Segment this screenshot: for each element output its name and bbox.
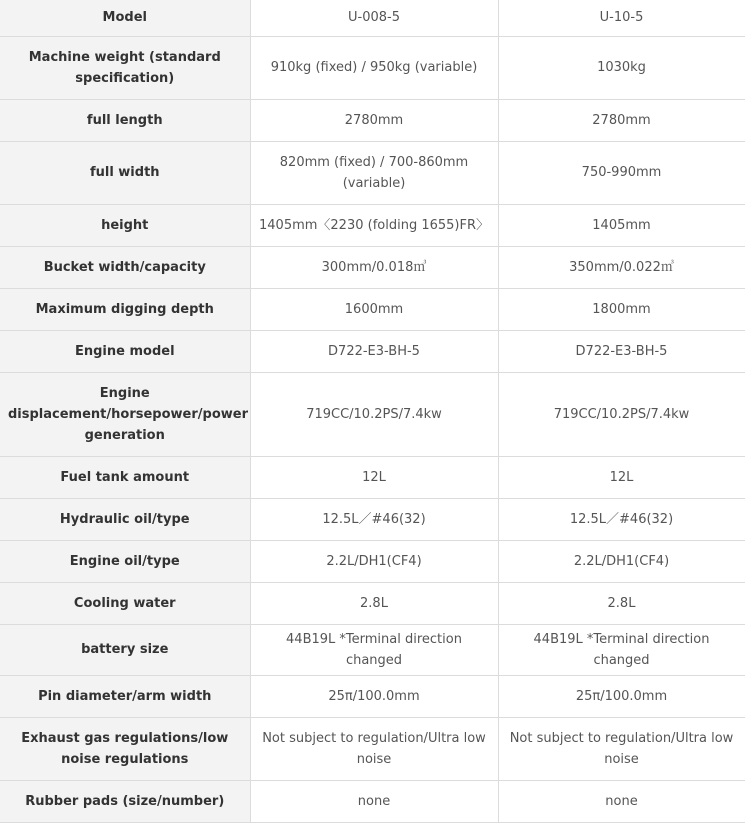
row-label-full-width: full width: [0, 141, 250, 204]
table-row: [0, 780, 745, 822]
table-row: [0, 288, 745, 330]
table-row: [0, 540, 745, 582]
row-label-rubber-pads: Rubber pads (size/number): [0, 780, 250, 822]
row-label-pin-diameter: Pin diameter/arm width: [0, 675, 250, 717]
value-model-b: U-10-5: [498, 0, 745, 36]
row-label-engine-displacement: Engine displacement/horsepower/power generation: [0, 372, 250, 456]
table-row: [0, 717, 745, 780]
value-engine-displacement-a: 719CC/10.2PS/7.4kw: [250, 372, 498, 456]
value-hydraulic-oil-a: 12.5L／#46(32): [250, 498, 498, 540]
table-row: [0, 0, 745, 36]
value-exhaust-regulations-b: Not subject to regulation/Ultra low noise: [498, 717, 745, 780]
table-row: [0, 330, 745, 372]
value-pin-diameter-a: 25π/100.0mm: [250, 675, 498, 717]
value-rubber-pads-a: none: [250, 780, 498, 822]
value-height-b: 1405mm: [498, 204, 745, 246]
table-row: [0, 582, 745, 624]
value-model-a: U-008-5: [250, 0, 498, 36]
value-full-length-a: 2780mm: [250, 99, 498, 141]
value-engine-oil-a: 2.2L/DH1(CF4): [250, 540, 498, 582]
value-full-length-b: 2780mm: [498, 99, 745, 141]
value-exhaust-regulations-a: Not subject to regulation/Ultra low noise: [250, 717, 498, 780]
row-label-digging-depth: Maximum digging depth: [0, 288, 250, 330]
table-row: [0, 675, 745, 717]
value-fuel-tank-b: 12L: [498, 456, 745, 498]
table-row: [0, 498, 745, 540]
table-row: [0, 456, 745, 498]
value-full-width-a: 820mm (fixed) / 700-860mm (variable): [250, 141, 498, 204]
value-engine-model-b: D722-E3-BH-5: [498, 330, 745, 372]
row-label-machine-weight: Machine weight (standard specification): [0, 36, 250, 99]
table-row: [0, 246, 745, 288]
value-bucket-a: 300mm/0.018㎥: [250, 246, 498, 288]
value-digging-depth-a: 1600mm: [250, 288, 498, 330]
value-engine-model-a: D722-E3-BH-5: [250, 330, 498, 372]
row-label-fuel-tank: Fuel tank amount: [0, 456, 250, 498]
table-row: [0, 624, 745, 675]
value-full-width-b: 750-990mm: [498, 141, 745, 204]
value-fuel-tank-a: 12L: [250, 456, 498, 498]
table-row: [0, 141, 745, 204]
value-machine-weight-b: 1030kg: [498, 36, 745, 99]
value-bucket-b: 350mm/0.022㎥: [498, 246, 745, 288]
row-label-full-length: full length: [0, 99, 250, 141]
row-label-exhaust-regulations: Exhaust gas regulations/low noise regulations: [0, 717, 250, 780]
row-label-engine-model: Engine model: [0, 330, 250, 372]
value-rubber-pads-b: none: [498, 780, 745, 822]
value-machine-weight-a: 910kg (fixed) / 950kg (variable): [250, 36, 498, 99]
value-pin-diameter-b: 25π/100.0mm: [498, 675, 745, 717]
row-label-model: Model: [0, 0, 250, 36]
value-cooling-water-a: 2.8L: [250, 582, 498, 624]
value-height-a: 1405mm〈2230 (folding 1655)FR〉: [250, 204, 498, 246]
value-cooling-water-b: 2.8L: [498, 582, 745, 624]
value-engine-displacement-b: 719CC/10.2PS/7.4kw: [498, 372, 745, 456]
table-row: [0, 204, 745, 246]
value-hydraulic-oil-b: 12.5L／#46(32): [498, 498, 745, 540]
table-row: [0, 372, 745, 456]
value-digging-depth-b: 1800mm: [498, 288, 745, 330]
table-row: [0, 99, 745, 141]
row-label-height: height: [0, 204, 250, 246]
row-label-bucket: Bucket width/capacity: [0, 246, 250, 288]
row-label-battery-size: battery size: [0, 624, 250, 675]
value-engine-oil-b: 2.2L/DH1(CF4): [498, 540, 745, 582]
value-battery-size-b: 44B19L *Terminal direction changed: [498, 624, 745, 675]
table-row: [0, 36, 745, 99]
value-battery-size-a: 44B19L *Terminal direction changed: [250, 624, 498, 675]
row-label-cooling-water: Cooling water: [0, 582, 250, 624]
row-label-hydraulic-oil: Hydraulic oil/type: [0, 498, 250, 540]
row-label-engine-oil: Engine oil/type: [0, 540, 250, 582]
